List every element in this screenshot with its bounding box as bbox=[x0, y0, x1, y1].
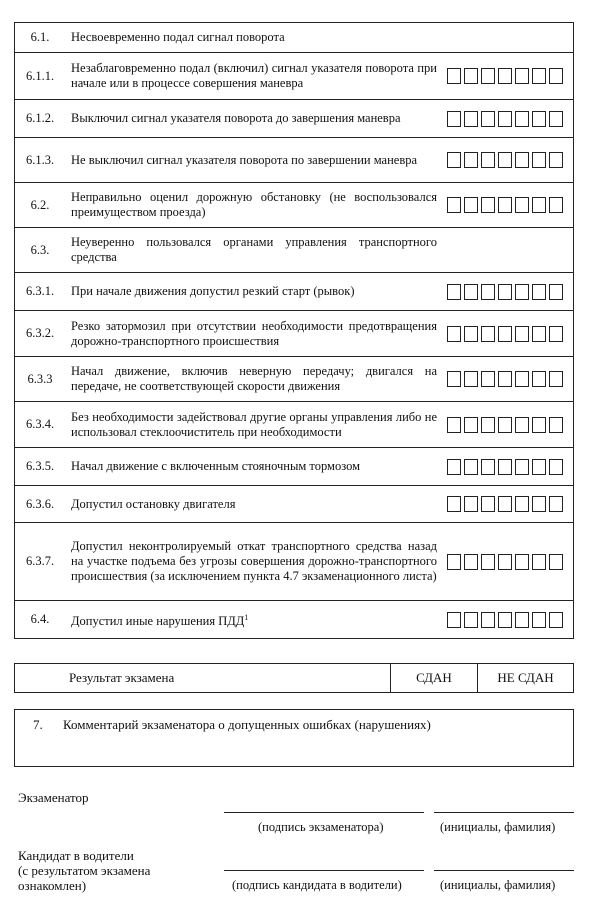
checkbox[interactable] bbox=[498, 459, 512, 475]
checkbox[interactable] bbox=[481, 284, 495, 300]
checkbox[interactable] bbox=[549, 417, 563, 433]
checkbox[interactable] bbox=[481, 197, 495, 213]
checkbox[interactable] bbox=[532, 554, 546, 570]
checkbox[interactable] bbox=[447, 459, 461, 475]
checkbox[interactable] bbox=[498, 371, 512, 387]
checkbox[interactable] bbox=[481, 459, 495, 475]
checkbox[interactable] bbox=[481, 612, 495, 628]
table-row bbox=[15, 137, 573, 182]
candidate-name-caption: (инициалы, фамилия) bbox=[440, 878, 556, 892]
table-row bbox=[15, 356, 573, 401]
row-number: 6.3.1. bbox=[25, 284, 55, 298]
checkbox[interactable] bbox=[447, 68, 461, 84]
row-text: Допустил неконтролируемый откат транспортного средства назад на участке подъема без угрозы совершения дорожно-транспортного происшествия (за исключением пункта 4.7 экзаменационного листа) bbox=[71, 539, 437, 583]
checkbox[interactable] bbox=[549, 612, 563, 628]
checkbox[interactable] bbox=[464, 612, 478, 628]
table-row bbox=[15, 272, 573, 310]
checkbox[interactable] bbox=[549, 459, 563, 475]
checkbox-group bbox=[447, 152, 563, 168]
row-number: 6.3.3 bbox=[27, 371, 53, 386]
row-number: 6.1.1. bbox=[25, 68, 55, 83]
table-row bbox=[15, 522, 573, 600]
checkbox[interactable] bbox=[498, 417, 512, 433]
checkbox[interactable] bbox=[549, 197, 563, 213]
checkbox-group bbox=[447, 68, 563, 84]
examiner-name-caption: (инициалы, фамилия) bbox=[440, 820, 556, 834]
checkbox[interactable] bbox=[498, 554, 512, 570]
table-row bbox=[15, 600, 573, 638]
checkbox[interactable] bbox=[447, 326, 461, 342]
checkbox[interactable] bbox=[498, 326, 512, 342]
examiner-signature-caption: (подпись экзаменатора) bbox=[258, 820, 384, 834]
row-number: 6.3.5. bbox=[25, 459, 55, 473]
row-text bbox=[65, 610, 437, 629]
row-text-main: Допустил иные нарушения ПДД bbox=[71, 614, 245, 629]
checkbox[interactable] bbox=[515, 284, 529, 300]
row-number: 6.3.2. bbox=[25, 326, 55, 340]
row-text: Начал движение с включенным стояночным тормозом bbox=[71, 459, 360, 473]
result-failed-cell[interactable]: НЕ СДАН bbox=[497, 670, 554, 685]
checkbox[interactable] bbox=[464, 371, 478, 387]
checkbox[interactable] bbox=[515, 459, 529, 475]
checkbox[interactable] bbox=[481, 152, 495, 168]
row-number: 6.1.3. bbox=[25, 152, 55, 167]
row-text: Незаблаговременно подал (включил) сигнал указателя поворота при начале или в процессе совершения маневра bbox=[71, 61, 437, 90]
examiner-signature-line[interactable] bbox=[224, 812, 424, 813]
table-row bbox=[15, 182, 573, 227]
checkbox[interactable] bbox=[532, 496, 546, 512]
checkbox-group bbox=[447, 284, 563, 300]
checkbox[interactable] bbox=[447, 554, 461, 570]
row-text: При начале движения допустил резкий старт (рывок) bbox=[71, 284, 355, 298]
checkbox[interactable] bbox=[498, 152, 512, 168]
checkbox[interactable] bbox=[464, 197, 478, 213]
checkbox-group bbox=[447, 459, 563, 475]
checkbox-group bbox=[447, 111, 563, 127]
row-number: 6.3.4. bbox=[25, 417, 55, 431]
examiner-comment-box[interactable] bbox=[14, 709, 574, 767]
examiner-label: Экзаменатор bbox=[18, 790, 89, 805]
row-text: Неуверенно пользовался органами управления транспортного средства bbox=[71, 235, 437, 264]
footnote-mark: 1 bbox=[244, 612, 249, 622]
checkbox[interactable] bbox=[464, 152, 478, 168]
row-text: Без необходимости задействовал другие органы управления либо не использовал стеклоочиститель при необходимости bbox=[71, 409, 437, 439]
checkbox[interactable] bbox=[532, 417, 546, 433]
checkbox[interactable] bbox=[464, 284, 478, 300]
checkbox-group bbox=[447, 326, 563, 342]
checkbox[interactable] bbox=[481, 371, 495, 387]
table-row bbox=[15, 447, 573, 485]
checkbox[interactable] bbox=[515, 326, 529, 342]
checkbox[interactable] bbox=[464, 417, 478, 433]
row-number: 6.1.2. bbox=[25, 111, 55, 125]
checkbox[interactable] bbox=[481, 68, 495, 84]
checkbox[interactable] bbox=[549, 496, 563, 512]
table-row bbox=[15, 310, 573, 356]
checkbox[interactable] bbox=[447, 612, 461, 628]
checkbox[interactable] bbox=[464, 68, 478, 84]
checkbox[interactable] bbox=[532, 111, 546, 127]
checkbox[interactable] bbox=[515, 197, 529, 213]
checkbox[interactable] bbox=[549, 284, 563, 300]
checkbox[interactable] bbox=[498, 496, 512, 512]
checkbox-group bbox=[447, 554, 563, 570]
candidate-label-line: Кандидат в водители bbox=[18, 848, 134, 863]
checkbox[interactable] bbox=[515, 152, 529, 168]
row-number: 6.1. bbox=[30, 30, 50, 44]
row-text: Резко затормозил при отсутствии необходимости предотвращения дорожно-транспортного происшествия bbox=[71, 318, 437, 348]
row-text: Неправильно оценил дорожную обстановку (не воспользовался преимуществом проезда) bbox=[71, 190, 437, 219]
checkbox-group bbox=[447, 612, 563, 628]
checkbox[interactable] bbox=[498, 197, 512, 213]
candidate-signature-line[interactable] bbox=[224, 870, 424, 871]
candidate-name-line[interactable] bbox=[434, 870, 574, 871]
checkbox[interactable] bbox=[532, 459, 546, 475]
checkbox[interactable] bbox=[464, 326, 478, 342]
checkbox-group bbox=[447, 417, 563, 433]
checkbox[interactable] bbox=[532, 68, 546, 84]
checkbox[interactable] bbox=[515, 371, 529, 387]
comment-title: Комментарий экзаменатора о допущенных ошибках (нарушениях) bbox=[63, 717, 431, 732]
checkbox[interactable] bbox=[447, 284, 461, 300]
checkbox[interactable] bbox=[498, 111, 512, 127]
violations-table bbox=[14, 22, 574, 639]
table-row bbox=[15, 485, 573, 522]
exam-result-table bbox=[14, 663, 574, 693]
examiner-name-line[interactable] bbox=[434, 812, 574, 813]
comment-number: 7. bbox=[33, 717, 43, 732]
row-text: Несвоевременно подал сигнал поворота bbox=[71, 30, 285, 44]
checkbox[interactable] bbox=[447, 496, 461, 512]
checkbox[interactable] bbox=[481, 111, 495, 127]
row-number: 6.3. bbox=[30, 242, 50, 257]
checkbox[interactable] bbox=[447, 371, 461, 387]
candidate-label bbox=[18, 848, 150, 893]
row-number: 6.2. bbox=[30, 197, 50, 212]
table-row bbox=[15, 99, 573, 137]
checkbox[interactable] bbox=[515, 612, 529, 628]
checkbox[interactable] bbox=[532, 197, 546, 213]
checkbox[interactable] bbox=[549, 326, 563, 342]
checkbox[interactable] bbox=[498, 612, 512, 628]
checkbox[interactable] bbox=[464, 459, 478, 475]
checkbox[interactable] bbox=[464, 496, 478, 512]
checkbox[interactable] bbox=[549, 152, 563, 168]
checkbox[interactable] bbox=[447, 197, 461, 213]
checkbox[interactable] bbox=[549, 554, 563, 570]
candidate-label-line: ознакомлен) bbox=[18, 878, 87, 893]
checkbox[interactable] bbox=[532, 284, 546, 300]
candidate-label-line: (с результатом экзамена bbox=[18, 863, 151, 878]
checkbox[interactable] bbox=[549, 111, 563, 127]
checkbox[interactable] bbox=[532, 371, 546, 387]
row-text: Допустил остановку двигателя bbox=[71, 496, 236, 511]
checkbox[interactable] bbox=[549, 371, 563, 387]
checkbox[interactable] bbox=[498, 284, 512, 300]
checkbox[interactable] bbox=[532, 152, 546, 168]
result-passed-cell[interactable]: СДАН bbox=[391, 664, 478, 692]
checkbox-group bbox=[447, 197, 563, 213]
table-row bbox=[15, 52, 573, 99]
checkbox[interactable] bbox=[515, 554, 529, 570]
checkbox[interactable] bbox=[464, 111, 478, 127]
checkbox[interactable] bbox=[481, 496, 495, 512]
table-row bbox=[15, 227, 573, 272]
checkbox[interactable] bbox=[515, 68, 529, 84]
table-row bbox=[15, 401, 573, 447]
row-number: 6.4. bbox=[30, 612, 50, 626]
checkbox-group bbox=[447, 371, 563, 387]
exam-result-label: Результат экзамена bbox=[15, 664, 391, 692]
row-text: Начал движение, включив неверную передачу; двигался на передаче, не соответствующей скорости движения bbox=[71, 364, 437, 393]
candidate-signature-caption: (подпись кандидата в водители) bbox=[232, 878, 402, 892]
checkbox[interactable] bbox=[481, 417, 495, 433]
checkbox[interactable] bbox=[447, 152, 461, 168]
row-text: Не выключил сигнал указателя поворота по завершении маневра bbox=[71, 152, 418, 167]
checkbox[interactable] bbox=[481, 326, 495, 342]
checkbox[interactable] bbox=[532, 612, 546, 628]
checkbox[interactable] bbox=[549, 68, 563, 84]
row-number: 6.3.7. bbox=[25, 554, 55, 568]
table-row bbox=[15, 22, 573, 52]
row-number: 6.3.6. bbox=[25, 496, 55, 511]
row-text: Выключил сигнал указателя поворота до завершения маневра bbox=[71, 111, 401, 125]
checkbox-group bbox=[447, 496, 563, 512]
checkbox[interactable] bbox=[515, 496, 529, 512]
checkbox[interactable] bbox=[447, 111, 461, 127]
checkbox[interactable] bbox=[498, 68, 512, 84]
checkbox[interactable] bbox=[532, 326, 546, 342]
checkbox[interactable] bbox=[481, 554, 495, 570]
checkbox[interactable] bbox=[515, 417, 529, 433]
checkbox[interactable] bbox=[447, 417, 461, 433]
checkbox[interactable] bbox=[464, 554, 478, 570]
checkbox[interactable] bbox=[515, 111, 529, 127]
